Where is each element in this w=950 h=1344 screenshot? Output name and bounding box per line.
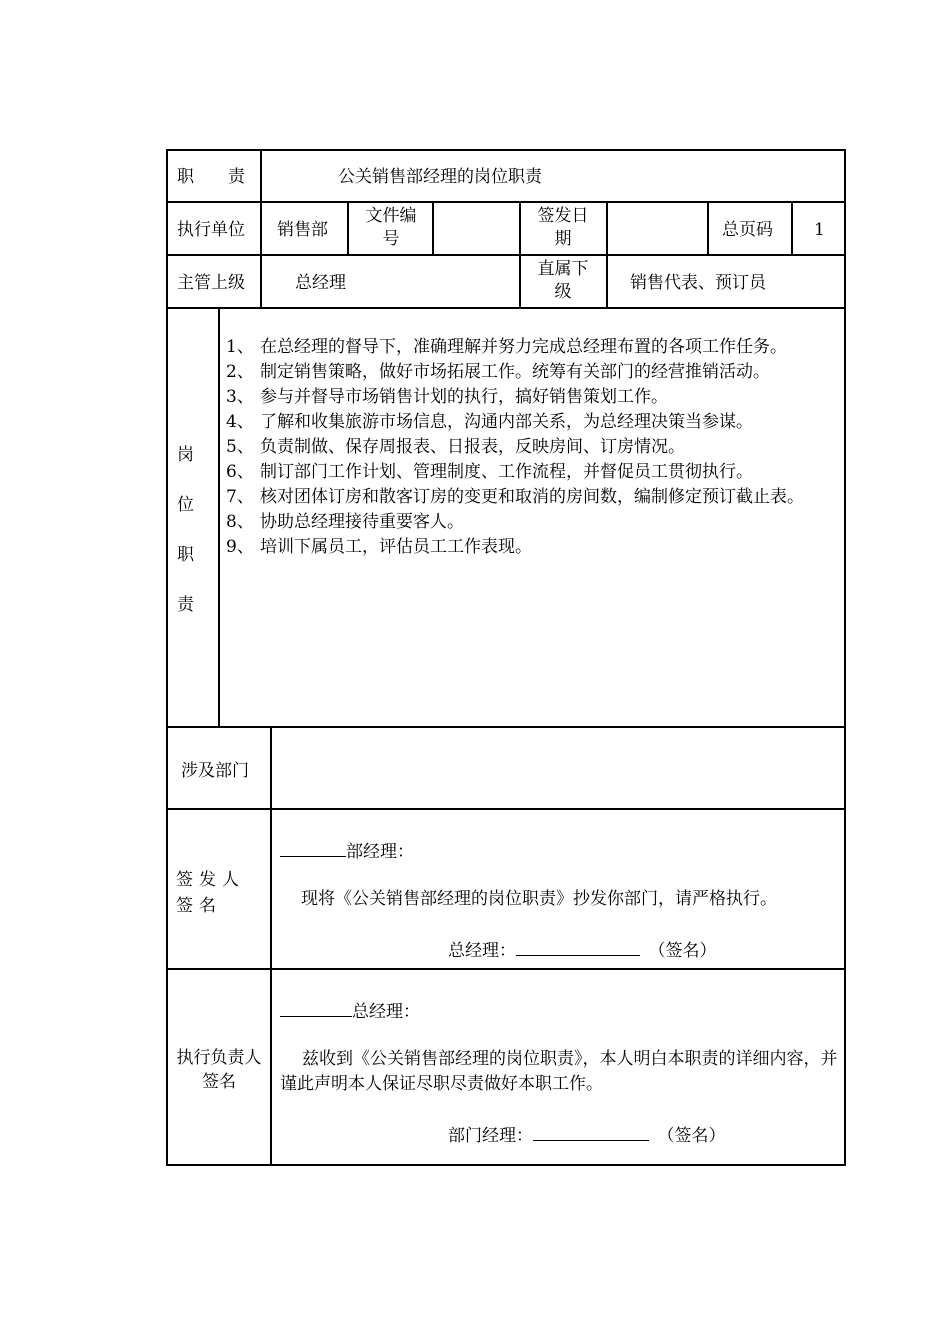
duty-item (226, 410, 840, 435)
row-divider (166, 201, 846, 203)
row-divider (166, 968, 846, 970)
col-divider (707, 201, 709, 254)
row-divider (166, 808, 846, 810)
issue-date-label: 签发日期 (537, 206, 589, 249)
page-title: 公关销售部经理的岗位职责 (338, 167, 542, 187)
subordinate-label: 直属下级 (537, 259, 589, 302)
duty-text: 核对团体订房和散客订房的变更和取消的房间数，编制修定预订截止表。 (260, 487, 804, 507)
dept-manager-label: 部门经理： (448, 1126, 533, 1146)
duty-number: 1、 (226, 337, 254, 357)
col-divider (432, 201, 434, 254)
duty-item (226, 460, 840, 485)
duties-list (226, 335, 840, 560)
blank-line (280, 998, 352, 1017)
col-divider (606, 201, 608, 307)
duty-text: 培训下属员工，评估员工工作表现。 (260, 537, 532, 557)
signature-blank (533, 1122, 649, 1141)
total-pages-label: 总页码 (722, 220, 773, 240)
duty-item (226, 335, 840, 360)
sign-note: （签名） (666, 1126, 726, 1146)
duty-number: 5、 (226, 437, 254, 457)
duty-text: 参与并督导市场销售计划的执行，搞好销售策划工作。 (260, 387, 668, 407)
duty-item (226, 510, 840, 535)
col-divider (260, 149, 262, 307)
supervisor-label: 主管上级 (177, 273, 245, 293)
issuer-manager-suffix: 部经理： (346, 842, 414, 862)
col-divider (218, 307, 220, 726)
duty-item (226, 385, 840, 410)
duty-item (226, 435, 840, 460)
duty-text: 负责制做、保存周报表、日报表，反映房间、订房情况。 (260, 437, 685, 457)
executor-statement: 兹收到《公关销售部经理的岗位职责》，本人明白本职责的详细内容，并谨此声明本人保证尽职尽责做好本职工作。 (280, 1049, 838, 1094)
sign-note: （签名） (657, 941, 717, 961)
header-label: 职 责 (177, 167, 245, 187)
duty-text: 了解和收集旅游市场信息，沟通内部关系，为总经理决策当参谋。 (260, 412, 753, 432)
col-divider (347, 201, 349, 254)
subordinate-value: 销售代表、预订员 (630, 273, 766, 293)
departments-label: 涉及部门 (181, 761, 249, 781)
duty-text: 在总经理的督导下，准确理解并努力完成总经理布置的各项工作任务。 (260, 337, 787, 357)
duty-number: 2、 (226, 362, 254, 382)
blank-line (280, 838, 346, 857)
duty-number: 6、 (226, 462, 254, 482)
issuer-manager-line (280, 838, 414, 864)
duty-text: 协助总经理接待重要客人。 (260, 512, 464, 532)
duty-number: 7、 (226, 487, 254, 507)
duty-text: 制定销售策略，做好市场拓展工作。统筹有关部门的经营推销活动。 (260, 362, 770, 382)
gm-label: 总经理： (448, 941, 516, 961)
row-divider (166, 254, 846, 256)
row-divider (166, 307, 846, 309)
total-pages-value: 1 (814, 220, 825, 240)
signature-blank (516, 937, 640, 956)
job-responsibility-form (166, 149, 846, 1166)
duty-item (226, 485, 840, 510)
duty-text: 制订部门工作计划、管理制度、工作流程，并督促员工贯彻执行。 (260, 462, 753, 482)
executor-dept-line (448, 1122, 726, 1148)
executor-gm-line (280, 998, 420, 1024)
duty-number: 4、 (226, 412, 254, 432)
duty-item (226, 535, 840, 560)
duty-item (226, 360, 840, 385)
exec-unit-value: 销售部 (277, 220, 328, 240)
duty-number: 3、 (226, 387, 254, 407)
executor-label: 执行负责人签名 (176, 1048, 262, 1092)
executor-gm-suffix: 总经理： (352, 1002, 420, 1022)
col-divider (519, 201, 521, 307)
issuer-gm-line (448, 937, 717, 963)
duties-label: 岗位职责 (177, 445, 194, 615)
duty-number: 9、 (226, 537, 254, 557)
file-no-label: 文件编号 (365, 206, 417, 249)
exec-unit-label: 执行单位 (177, 220, 245, 240)
issuer-notice: 现将《公关销售部经理的岗位职责》抄发你部门，请严格执行。 (301, 889, 777, 909)
issuer-label: 签发人签名 (176, 870, 245, 916)
col-divider (791, 201, 793, 254)
supervisor-value: 总经理 (295, 273, 346, 293)
duty-number: 8、 (226, 512, 254, 532)
col-divider (270, 726, 272, 1166)
row-divider (166, 726, 846, 728)
